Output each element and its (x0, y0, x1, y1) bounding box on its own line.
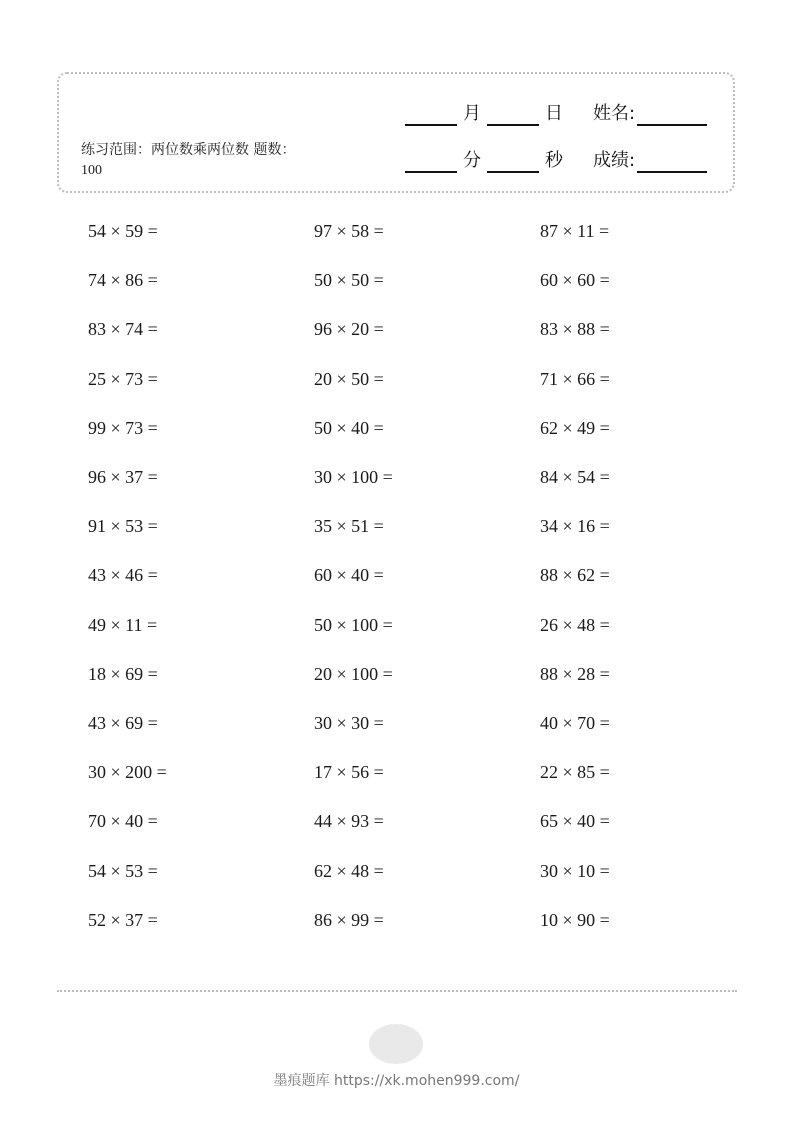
source-credit: 墨痕题库 https://xk.mohen999.com/ (273, 1073, 520, 1089)
worksheet-header (57, 72, 735, 193)
second-blank[interactable] (487, 151, 539, 173)
problem-item: 43 × 69 = (88, 712, 158, 733)
month-label: 月 (463, 103, 481, 124)
score-blank[interactable] (637, 151, 707, 173)
problem-row (88, 256, 766, 305)
minute-label: 分 (463, 150, 481, 171)
problem-item: 96 × 20 = (314, 319, 384, 340)
range-text: 练习范围：两位数乘两位数 (81, 142, 249, 158)
problem-item: 88 × 28 = (540, 663, 610, 684)
problem-row (88, 404, 766, 453)
day-label: 日 (545, 103, 563, 124)
problem-item: 30 × 100 = (314, 467, 393, 488)
problem-row (88, 502, 766, 551)
problem-item: 30 × 30 = (314, 712, 384, 733)
minute-blank[interactable] (405, 151, 457, 173)
day-blank[interactable] (487, 104, 539, 126)
problem-item: 74 × 86 = (88, 270, 158, 291)
problem-grid (88, 207, 766, 945)
problem-item: 34 × 16 = (540, 516, 610, 537)
name-blank[interactable] (637, 104, 707, 126)
problem-item: 97 × 58 = (314, 221, 384, 242)
problem-item: 70 × 40 = (88, 811, 158, 832)
practice-range (81, 140, 313, 181)
problem-item: 18 × 69 = (88, 663, 158, 684)
problem-row (88, 896, 766, 945)
problem-item: 52 × 37 = (88, 909, 158, 930)
problem-item: 30 × 200 = (88, 762, 167, 783)
problem-row (88, 453, 766, 502)
problem-item: 99 × 73 = (88, 417, 158, 438)
problem-item: 83 × 88 = (540, 319, 610, 340)
problem-row (88, 797, 766, 846)
time-score-row (405, 145, 707, 173)
problem-item: 50 × 50 = (314, 270, 384, 291)
problem-item: 65 × 40 = (540, 811, 610, 832)
problem-row (88, 355, 766, 404)
problem-item: 10 × 90 = (540, 909, 610, 930)
problem-item: 88 × 62 = (540, 565, 610, 586)
count-label: 题数： (253, 142, 296, 158)
problem-row (88, 207, 766, 256)
problem-item: 91 × 53 = (88, 516, 158, 537)
problem-item: 50 × 100 = (314, 614, 393, 635)
problem-item: 20 × 100 = (314, 663, 393, 684)
date-name-row (405, 98, 707, 126)
problem-item: 35 × 51 = (314, 516, 384, 537)
problem-item: 54 × 53 = (88, 860, 158, 881)
problem-row (88, 846, 766, 895)
month-blank[interactable] (405, 104, 457, 126)
problem-item: 20 × 50 = (314, 368, 384, 389)
problem-item: 86 × 99 = (314, 909, 384, 930)
problem-item: 54 × 59 = (88, 221, 158, 242)
problem-item: 60 × 40 = (314, 565, 384, 586)
problem-item: 50 × 40 = (314, 417, 384, 438)
problem-item: 87 × 11 = (540, 221, 610, 242)
problem-row (88, 699, 766, 748)
problem-item: 62 × 48 = (314, 860, 384, 881)
footer-divider (57, 990, 737, 992)
problem-item: 30 × 10 = (540, 860, 610, 881)
problem-item: 49 × 11 = (88, 614, 158, 635)
problem-item: 96 × 37 = (88, 467, 158, 488)
problem-item: 62 × 49 = (540, 417, 610, 438)
problem-row (88, 305, 766, 354)
problem-item: 60 × 60 = (540, 270, 610, 291)
problem-item: 40 × 70 = (540, 712, 610, 733)
problem-item: 71 × 66 = (540, 368, 610, 389)
problem-row (88, 650, 766, 699)
page-number-badge (369, 1024, 423, 1064)
problem-item: 25 × 73 = (88, 368, 158, 389)
name-label: 姓名: (593, 103, 636, 124)
second-label: 秒 (545, 150, 563, 171)
problem-item: 17 × 56 = (314, 762, 384, 783)
problem-item: 84 × 54 = (540, 467, 610, 488)
problem-item: 26 × 48 = (540, 614, 610, 635)
info-fields (405, 98, 707, 192)
problem-row (88, 551, 766, 600)
count-value: 100 (81, 163, 102, 178)
problem-item: 44 × 93 = (314, 811, 384, 832)
problem-item: 22 × 85 = (540, 762, 610, 783)
problem-item: 83 × 74 = (88, 319, 158, 340)
score-label: 成绩: (593, 150, 636, 171)
problem-row (88, 601, 766, 650)
problem-row (88, 748, 766, 797)
problem-item: 43 × 46 = (88, 565, 158, 586)
